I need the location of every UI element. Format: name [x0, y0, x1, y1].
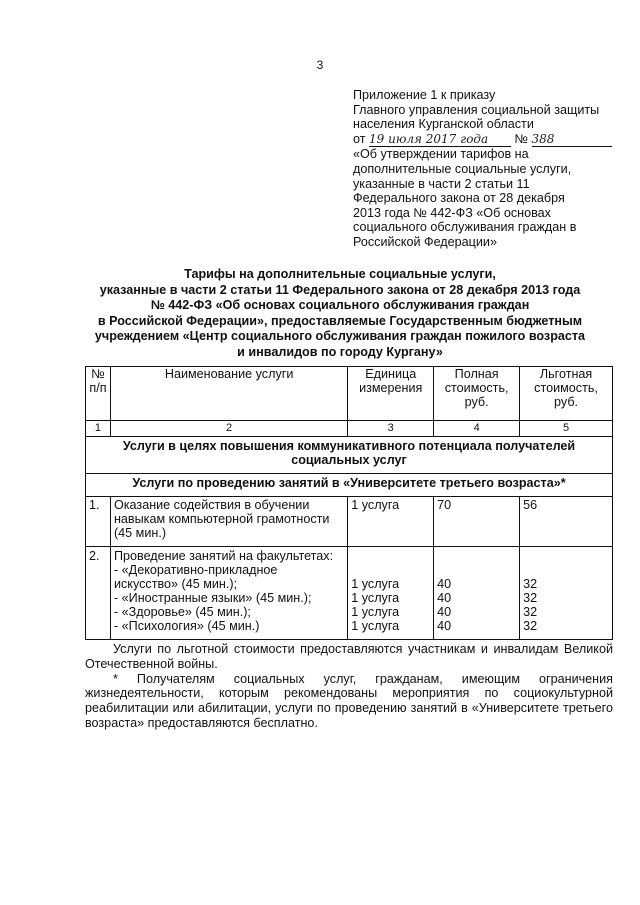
- header-full-price: Полная стоимость, руб.: [434, 367, 520, 421]
- subject-line-1: «Об утверждении тарифов на: [353, 147, 529, 162]
- row1-name: Оказание содействия в обучении навыкам компьютерной грамотности (45 мин.): [110, 497, 347, 547]
- appendix-line-3: населения Курганской области: [353, 117, 534, 132]
- row2-full-price: 40: [437, 619, 452, 633]
- table-row: [86, 497, 613, 547]
- title-line-3: № 442-ФЗ «Об основах социального обслуживания граждан: [150, 298, 530, 313]
- header-num: № п/п: [86, 367, 111, 421]
- col-index: 2: [110, 421, 347, 437]
- subject-line-7: Российской Федерации»: [353, 234, 497, 249]
- row2-unit: 1 услуга: [351, 605, 400, 619]
- subject-line-2: дополнительные социальные услуги,: [353, 161, 572, 176]
- document-title: [70, 267, 610, 361]
- row2-name-line: Проведение занятий на факультетах:: [113, 549, 334, 563]
- table-row: [86, 547, 613, 640]
- appendix-date-line: [353, 132, 613, 148]
- section-row: [86, 474, 613, 497]
- appendix-line-2: Главного управления социальной защиты: [353, 102, 600, 117]
- title-line-5: учреждением «Центр социального обслуживания граждан пожилого возраста: [94, 329, 586, 344]
- header-name: Наименование услуги: [110, 367, 347, 421]
- table-header-row: [86, 367, 613, 421]
- date-prefix: от: [353, 131, 366, 146]
- row2-unit: 1 услуга: [351, 591, 400, 605]
- subject-line-5: 2013 года № 442-ФЗ «Об основах: [353, 205, 551, 220]
- row2-discount-prices: [520, 547, 613, 640]
- subject-line-6: социального обслуживания граждан в: [353, 220, 577, 235]
- note-discount: Услуги по льготной стоимости предоставляются участникам и инвалидам Великой Отечественной войны.: [85, 642, 613, 671]
- appendix-header: [353, 88, 613, 250]
- row2-name-line: - «Здоровье» (45 мин.);: [113, 605, 251, 619]
- col-index: 1: [86, 421, 111, 437]
- row2-name: [110, 547, 347, 640]
- title-line-2: указанные в части 2 статьи 11 Федерального закона от 28 декабря 2013 года: [99, 282, 581, 297]
- number-label: №: [514, 131, 529, 146]
- col-index: 4: [434, 421, 520, 437]
- row2-discount-price: 32: [523, 619, 538, 633]
- handwritten-date: 19 июля 2017 года: [369, 132, 511, 148]
- row2-num: 2.: [86, 547, 111, 640]
- row2-units: [348, 547, 434, 640]
- page-number: 3: [316, 58, 324, 72]
- section-row: [86, 437, 613, 474]
- footnotes: [85, 642, 613, 731]
- appendix-line-1: Приложение 1 к приказу: [353, 88, 496, 102]
- title-line-4: в Российской Федерации», предоставляемые Государственным бюджетным: [97, 313, 583, 328]
- row2-unit: 1 услуга: [351, 619, 400, 633]
- header-unit: Единица измерения: [348, 367, 434, 421]
- row2-name-line: искусство» (45 мин.);: [113, 577, 238, 591]
- row2-full-price: 40: [437, 591, 452, 605]
- row2-unit: 1 услуга: [351, 577, 400, 591]
- row2-full-prices: [434, 547, 520, 640]
- row2-discount-price: 32: [523, 605, 538, 619]
- row1-full-price: 70: [434, 497, 520, 547]
- title-line-1: Тарифы на дополнительные социальные услуги,: [184, 267, 496, 281]
- subject-line-3: указанные в части 2 статьи 11: [353, 176, 530, 191]
- note-free: * Получателям социальных услуг, гражданам, имеющим ограничения жизнедеятельности, которым рекомендованы мероприятия по социокультурной реабилитации или абилитации, услуги по проведению занятий в «Университете третьего возраста» предоставляются бесплатно.: [85, 671, 613, 730]
- section-communicative: Услуги в целях повышения коммуникативного потенциала получателей социальных услуг: [86, 437, 613, 474]
- row2-name-line: - «Декоративно-прикладное: [113, 563, 278, 577]
- row2-name-line: - «Иностранные языки» (45 мин.);: [113, 591, 312, 605]
- row1-discount-price: 56: [520, 497, 613, 547]
- column-index-row: [86, 421, 613, 437]
- row1-unit: 1 услуга: [348, 497, 434, 547]
- row2-discount-price: 32: [523, 577, 538, 591]
- row2-full-price: 40: [437, 577, 452, 591]
- row2-name-line: - «Психология» (45 мин.): [113, 619, 260, 633]
- header-discount-price: Льготная стоимость, руб.: [520, 367, 613, 421]
- title-line-6: и инвалидов по городу Кургану»: [237, 344, 443, 359]
- row2-discount-price: 32: [523, 591, 538, 605]
- row2-full-price: 40: [437, 605, 452, 619]
- subject-line-4: Федерального закона от 28 декабря: [353, 191, 565, 206]
- col-index: 3: [348, 421, 434, 437]
- section-university: Услуги по проведению занятий в «Университете третьего возраста»*: [86, 474, 613, 497]
- tariff-table: [85, 366, 613, 640]
- row1-num: 1.: [86, 497, 111, 547]
- handwritten-number: 388: [532, 132, 612, 148]
- col-index: 5: [520, 421, 613, 437]
